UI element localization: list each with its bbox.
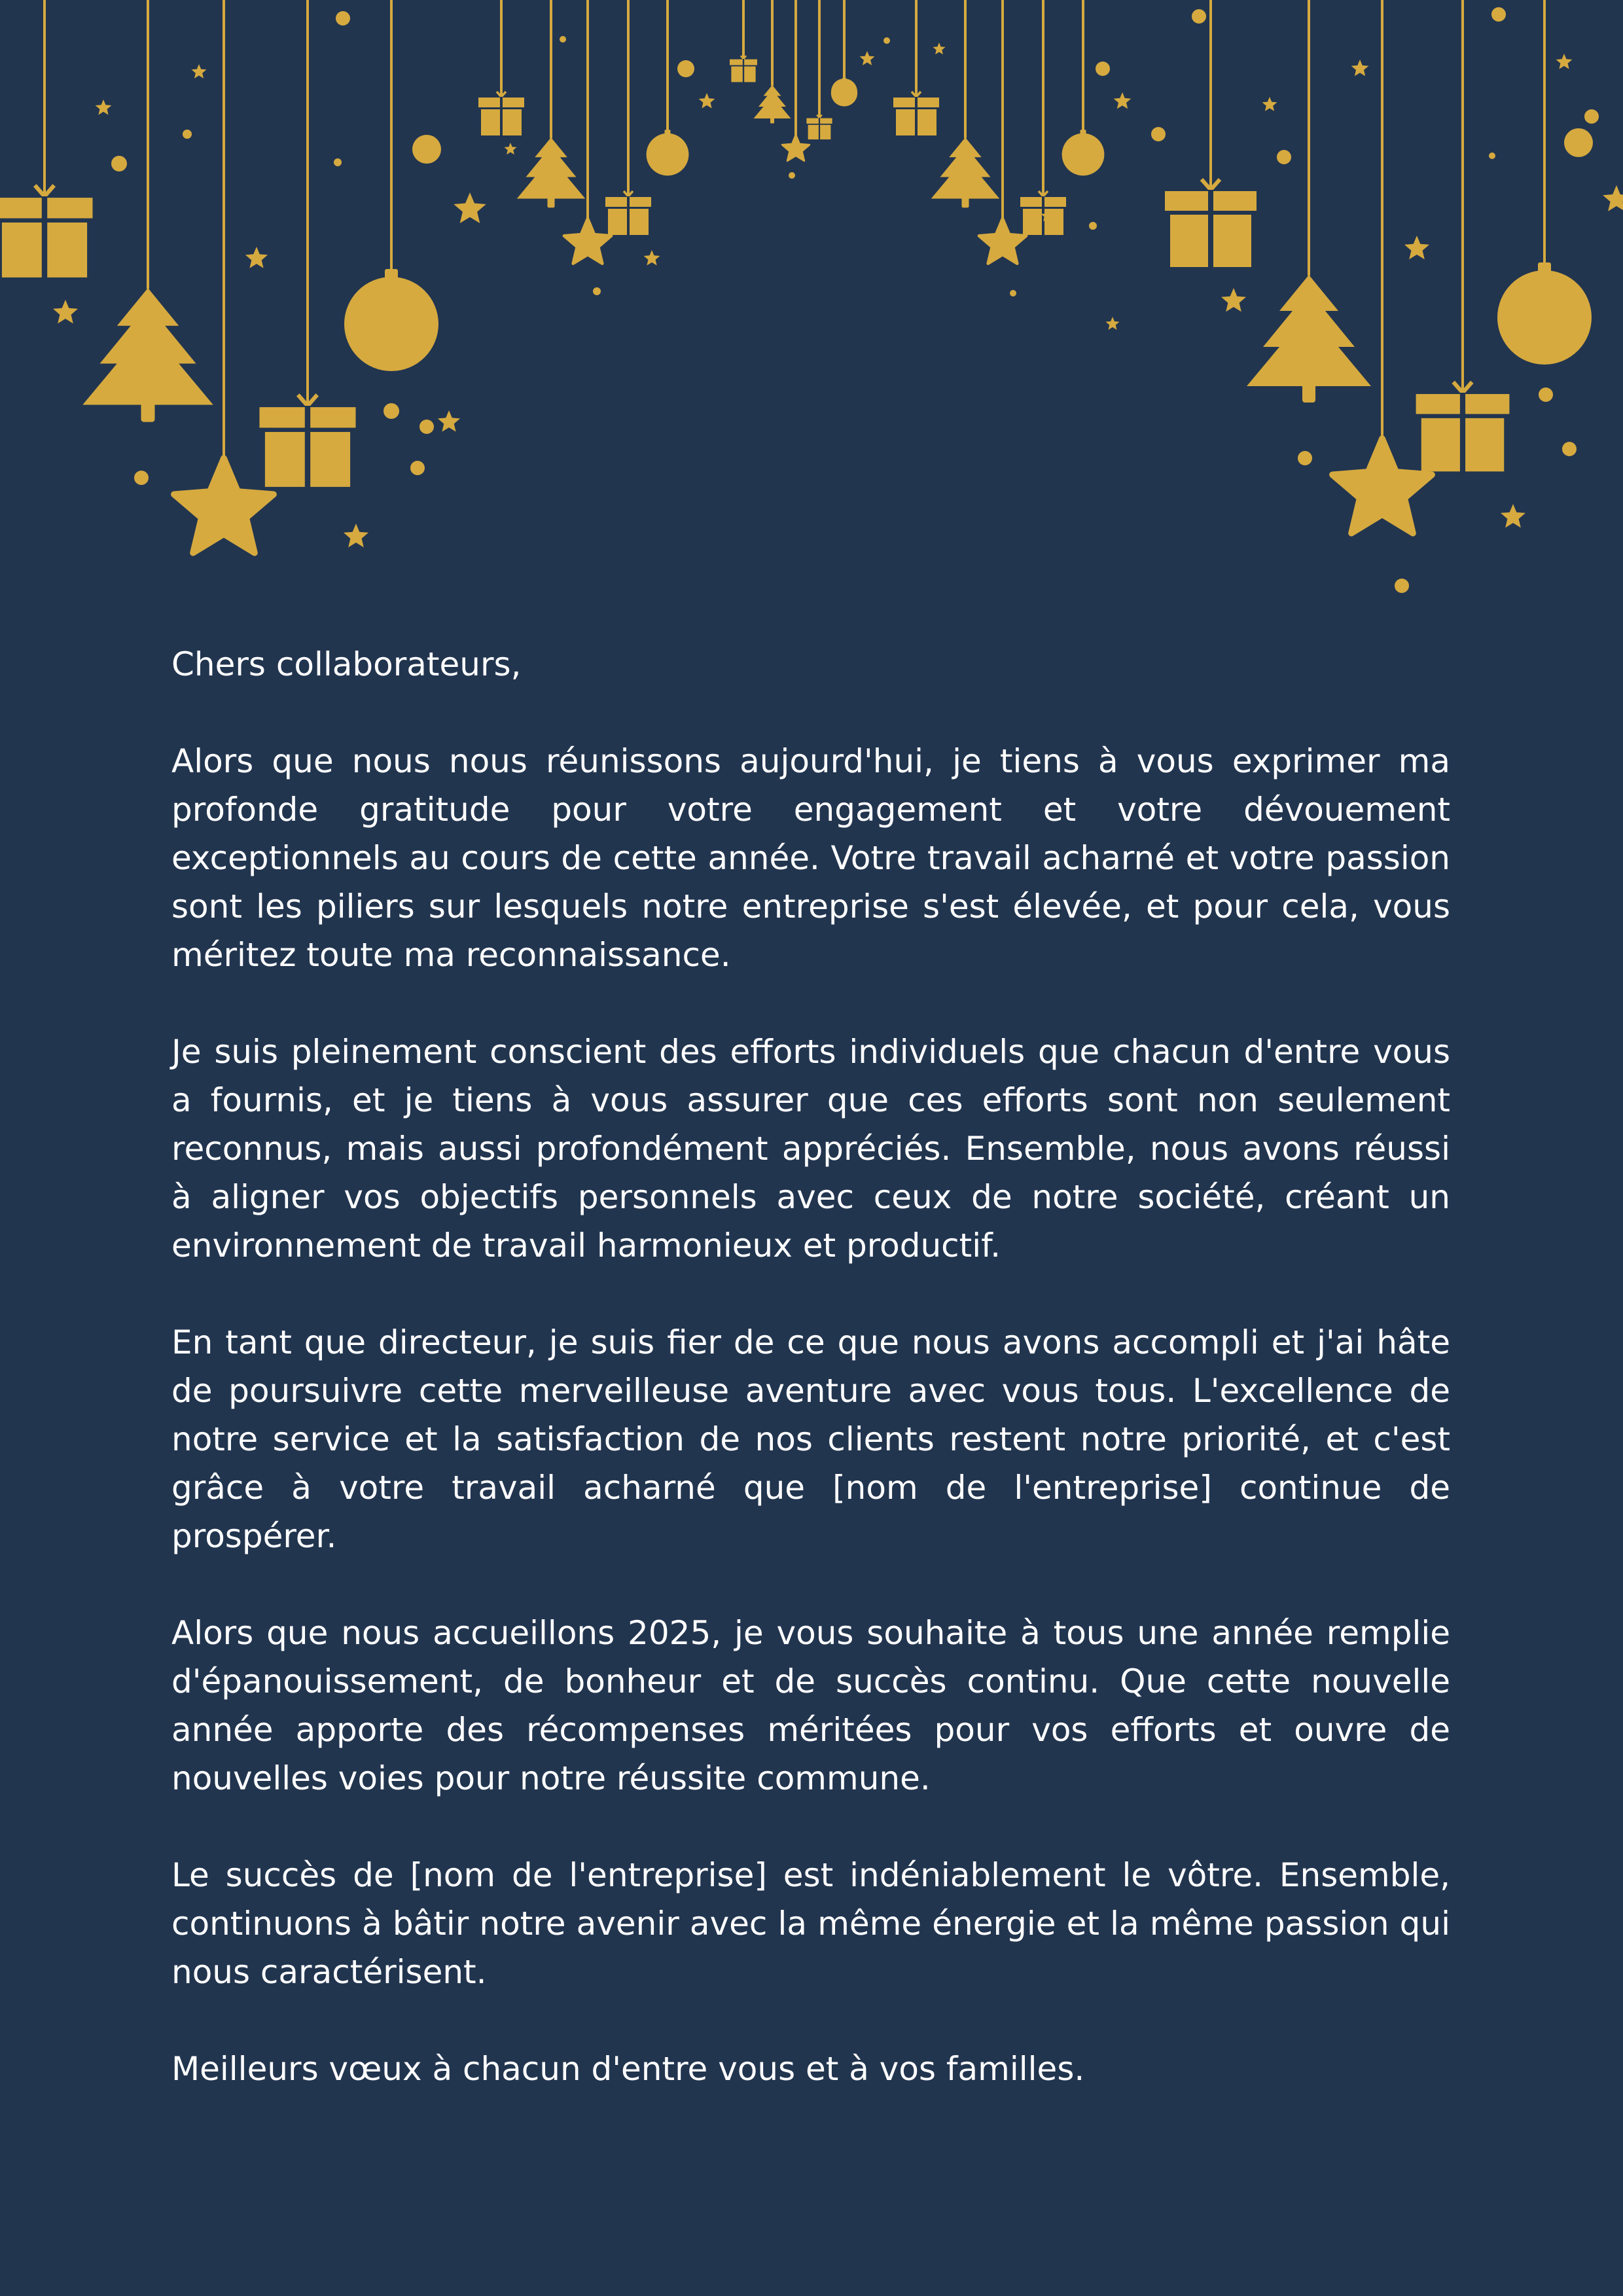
bauble-icon xyxy=(1062,130,1105,175)
star-icon xyxy=(782,135,810,161)
dot-decoration xyxy=(677,60,694,77)
gift-icon xyxy=(0,185,93,299)
dot-decoration xyxy=(1192,9,1206,24)
star-icon xyxy=(979,219,1026,264)
gift-icon xyxy=(730,56,757,88)
star-icon xyxy=(438,410,460,432)
dot-decoration xyxy=(560,36,566,43)
star-icon xyxy=(454,192,486,223)
christmas-tree-icon xyxy=(517,137,586,207)
star-icon xyxy=(699,93,715,109)
dot-decoration xyxy=(831,79,857,105)
paragraph-4: Alors que nous accueillons 2025, je vous souhaite à tous une année remplie d'épanouissement, de bonheur et de succès continu. Que cette nouvelle année apporte des récompenses méritées pour vos efforts et ouvre de nouvelles voies pour notre réussite commune. xyxy=(171,1614,1450,1797)
dot-decoration xyxy=(111,156,127,171)
dot-decoration xyxy=(183,130,192,139)
star-icon xyxy=(564,219,611,264)
star-icon xyxy=(1404,236,1429,259)
dot-decoration xyxy=(1151,127,1166,141)
dot-decoration xyxy=(334,158,342,166)
star-icon xyxy=(505,143,517,154)
christmas-tree-icon xyxy=(82,288,213,422)
star-icon xyxy=(174,458,274,553)
christmas-tree-icon xyxy=(1247,275,1371,403)
dot-decoration xyxy=(1089,222,1097,230)
star-icon xyxy=(1603,185,1623,211)
star-icon xyxy=(1106,317,1120,330)
dot-decoration xyxy=(789,172,795,179)
dot-decoration xyxy=(883,37,890,44)
dot-decoration xyxy=(1298,451,1312,465)
christmas-tree-icon xyxy=(931,137,1000,207)
dot-decoration xyxy=(410,461,425,475)
paragraph-2: Je suis pleinement conscient des efforts individuels que chacun d'entre vous a fournis, et je tiens à vous assurer que ces efforts sont non seulement reconnus, mais aussi profondément appréciés. Ensemble, nous avons réussi à aligner vos objectifs personnels avec ceux de notre société, créant un environnement de travail harmonieux et productif. xyxy=(171,1033,1450,1265)
gift-icon xyxy=(893,92,939,146)
bauble-icon xyxy=(1497,262,1592,365)
dot-decoration xyxy=(1010,290,1016,296)
christmas-tree-icon xyxy=(754,85,791,124)
dot-decoration xyxy=(1491,7,1506,22)
dot-decoration xyxy=(383,403,399,419)
dot-decoration xyxy=(1539,387,1553,402)
paragraph-5: Le succès de [nom de l'entreprise] est indéniablement le vôtre. Ensemble, continuons à bâtir notre avenir avec la même énergie et la même passion qui nous caractérisent. xyxy=(171,1856,1450,1991)
dot-decoration xyxy=(1564,128,1593,157)
gift-icon xyxy=(1020,191,1066,245)
closing: Meilleurs vœux à chacun d'entre vous et à vos familles. xyxy=(171,2050,1085,2088)
star-icon xyxy=(96,99,112,115)
dot-decoration xyxy=(593,287,601,295)
star-icon xyxy=(53,300,78,323)
star-icon xyxy=(192,64,207,79)
paragraph-1: Alors que nous nous réunissons aujourd'hui, je tiens à vous exprimer ma profonde gratitude pour votre engagement et votre dévouement exceptionnels au cours de cette année. Votre travail acharné et votre passion sont les piliers sur lesquels notre entreprise s'est élevée, et pour cela, vous méritez toute ma reconnaissance. xyxy=(171,742,1450,974)
paragraph-3: En tant que directeur, je suis fier de ce que nous avons accompli et j'ai hâte de poursuivre cette merveilleuse aventure avec vous tous. L'excellence de notre service et la satisfaction de nos clients restent notre priorité, et c'est grâce à votre travail acharné que [nom de l'entreprise] continue de prospérer. xyxy=(171,1323,1450,1555)
bauble-icon xyxy=(647,130,689,175)
dot-decoration xyxy=(1277,150,1291,164)
star-icon xyxy=(1114,92,1132,109)
star-icon xyxy=(245,247,268,268)
gift-icon xyxy=(1165,179,1257,288)
star-icon xyxy=(344,524,368,547)
bauble-icon xyxy=(344,269,438,371)
star-icon xyxy=(1221,288,1246,312)
dot-decoration xyxy=(1562,442,1577,456)
dot-decoration xyxy=(412,135,441,164)
star-icon xyxy=(1332,439,1432,533)
dot-decoration xyxy=(419,420,434,434)
star-icon xyxy=(1501,504,1525,528)
dot-decoration xyxy=(1489,152,1495,159)
star-icon xyxy=(1351,60,1369,76)
star-icon xyxy=(933,43,946,54)
dot-decoration xyxy=(1395,579,1409,593)
star-icon xyxy=(860,51,875,65)
gift-icon xyxy=(605,191,651,245)
gift-icon xyxy=(478,92,524,146)
letter-body xyxy=(171,640,1450,2142)
salutation: Chers collaborateurs, xyxy=(171,645,522,683)
star-icon xyxy=(1556,54,1573,69)
gift-icon xyxy=(806,115,832,145)
dot-decoration xyxy=(134,471,149,485)
star-icon xyxy=(1262,97,1277,111)
dot-decoration xyxy=(1584,109,1599,124)
star-icon xyxy=(644,250,660,266)
dot-decoration xyxy=(1096,62,1110,76)
dot-decoration xyxy=(336,11,350,26)
hanging-ornaments-decoration xyxy=(0,0,1623,602)
